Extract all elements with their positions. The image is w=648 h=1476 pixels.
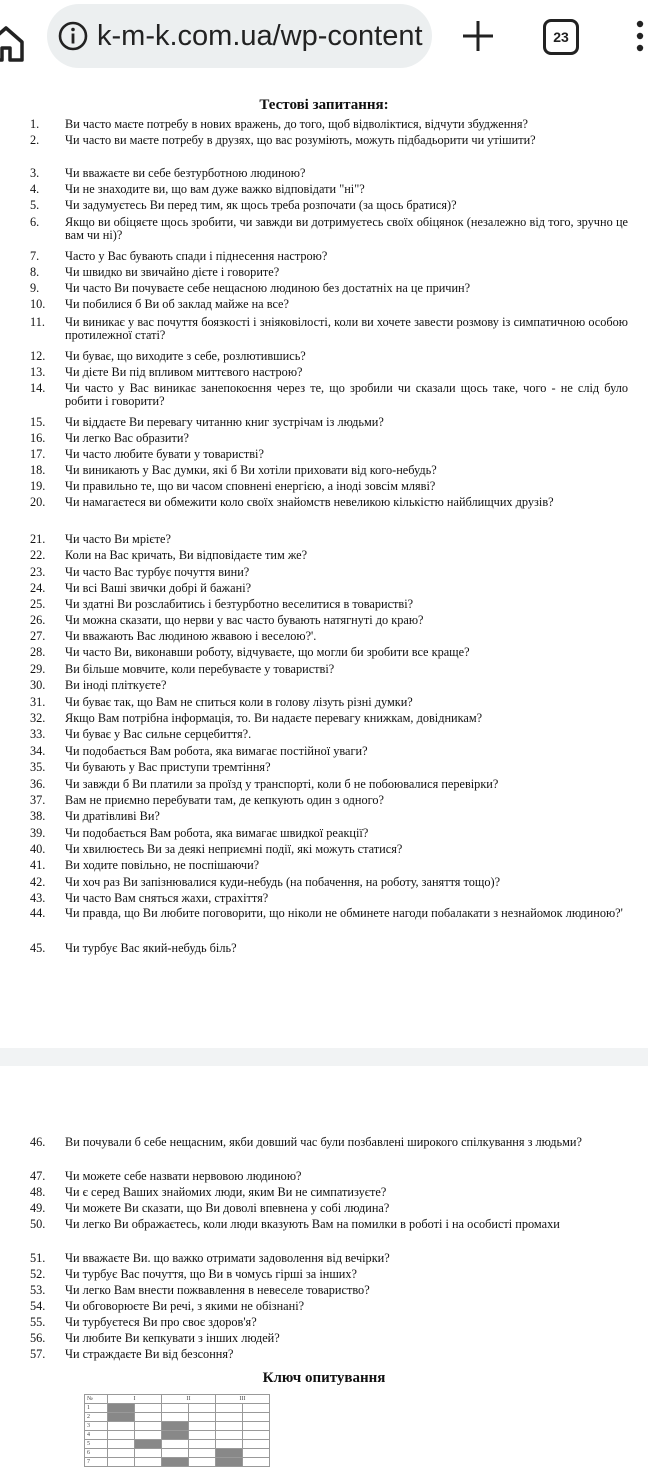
key-table-header: III xyxy=(216,1395,270,1404)
question-text: Часто у Вас бувають спади і піднесення настрою? xyxy=(65,249,328,263)
question-number: 43. xyxy=(30,891,46,905)
question-number: 9. xyxy=(30,281,40,295)
key-table-cell xyxy=(108,1458,135,1467)
question-text: Чи буває так, що Вам не спиться коли в голову лізуть різні думки? xyxy=(65,695,413,709)
key-table-cell xyxy=(216,1413,243,1422)
question-text: Чи можете себе назвати нервовою людиною? xyxy=(65,1169,302,1183)
key-table-cell xyxy=(162,1449,189,1458)
question-text: Чи хвилюєтесь Ви за деякі неприємні події, які можуть статися? xyxy=(65,842,403,856)
question-number: 54. xyxy=(30,1299,46,1313)
question-number: 22. xyxy=(30,548,46,562)
question-text: Чи легко Ви ображаєтесь, коли люди вказують Вам на помилки в роботі і на особисті промахи xyxy=(65,1217,560,1231)
key-table-row-number: 3 xyxy=(85,1422,108,1431)
question-text: Чи можете Ви сказати, що Ви доволі впевнена у собі людина? xyxy=(65,1201,390,1215)
question-number: 6. xyxy=(30,215,40,229)
key-table-cell xyxy=(162,1404,189,1413)
key-table-cell xyxy=(108,1440,135,1449)
question-number: 13. xyxy=(30,365,46,379)
question-text: Якщо ви обіцяєте щось зробити, чи завжди ви дотримуєтесь своїх обіцянок (незалежно від того, зручно це вам чи ні)? xyxy=(65,215,628,242)
question-number: 46. xyxy=(30,1135,46,1149)
key-table-row xyxy=(85,1404,270,1413)
question-text: Чи подобається Вам робота, яка вимагає швидкої реакції? xyxy=(65,826,369,840)
question-text: Чи віддаєте Ви перевагу читанню книг зустрічам із людьми? xyxy=(65,415,384,429)
question-text: Чи здатні Ви розслабитись і безтурботно веселитися в товаристві? xyxy=(65,597,414,611)
question-text: Вам не приємно перебувати там, де кепкують один з одного? xyxy=(65,793,384,807)
key-table-cell xyxy=(189,1431,216,1440)
question-text: Чи часто любите бувати у товаристві? xyxy=(65,447,264,461)
key-table-cell xyxy=(135,1458,162,1467)
question-number: 2. xyxy=(30,133,40,147)
new-tab-icon[interactable] xyxy=(460,18,496,54)
key-table-cell xyxy=(243,1449,270,1458)
question-text: Чи вважаєте Ви. що важко отримати задоволення від вечірки? xyxy=(65,1251,390,1265)
question-number: 11. xyxy=(30,315,45,329)
key-table-row-number: 6 xyxy=(85,1449,108,1458)
question-text: Чи правда, що Ви любите поговорити, що ніколи не обминете нагоди побалакати з незнайомок людиною?' xyxy=(65,906,623,920)
question-number: 53. xyxy=(30,1283,46,1297)
home-icon[interactable] xyxy=(0,24,26,64)
question-number: 25. xyxy=(30,597,46,611)
question-number: 14. xyxy=(30,381,46,395)
key-table-cell xyxy=(189,1458,216,1467)
key-table-header-row xyxy=(85,1395,270,1404)
key-table-cell xyxy=(243,1431,270,1440)
key-table-header: II xyxy=(162,1395,216,1404)
question-text: Якщо Вам потрібна інформація, то. Ви надаєте перевагу книжкам, довідникам? xyxy=(65,711,483,725)
key-table-cell xyxy=(135,1449,162,1458)
question-text: Чи буває, що виходите з себе, розлютившись? xyxy=(65,349,306,363)
question-number: 28. xyxy=(30,645,46,659)
question-number: 52. xyxy=(30,1267,46,1281)
tab-count: 23 xyxy=(553,29,569,45)
question-number: 38. xyxy=(30,809,46,823)
question-text: Чи хоч раз Ви запізнювалися куди-небудь (на побачення, на роботу, заняття тощо)? xyxy=(65,875,501,889)
key-table-row xyxy=(85,1422,270,1431)
page-heading: Тестові запитання: xyxy=(259,97,389,113)
question-text: Чи часто Ви мрієте? xyxy=(65,532,171,546)
question-number: 23. xyxy=(30,565,46,579)
question-text: Чи задумуєтесь Ви перед тим, як щось треба розпочати (за щось братися)? xyxy=(65,198,457,212)
question-number: 47. xyxy=(30,1169,46,1183)
question-text: Чи часто ви маєте потребу в друзях, що вас розуміють, можуть підбадьорити чи утішити? xyxy=(65,133,536,147)
key-table-row xyxy=(85,1413,270,1422)
question-number: 33. xyxy=(30,727,46,741)
question-text: Чи виникають у Вас думки, які б Ви хотіли приховати від кого-небудь? xyxy=(65,463,437,477)
question-number: 56. xyxy=(30,1331,46,1345)
question-text: Ви почували б себе нещасним, якби довший час були позбавлені широкого спілкування з людьми? xyxy=(65,1135,582,1149)
question-number: 20. xyxy=(30,495,46,509)
key-table-cell xyxy=(243,1404,270,1413)
key-table-cell xyxy=(216,1422,243,1431)
question-text: Чи бувають у Вас приступи тремтіння? xyxy=(65,760,271,774)
question-number: 4. xyxy=(30,182,40,196)
question-number: 44. xyxy=(30,906,46,920)
key-table-header: № xyxy=(85,1395,108,1404)
question-number: 50. xyxy=(30,1217,46,1231)
question-number: 7. xyxy=(30,249,40,263)
key-table-row xyxy=(85,1440,270,1449)
key-table-cell-marked xyxy=(216,1449,243,1458)
info-icon[interactable] xyxy=(57,20,89,52)
key-table-cell xyxy=(162,1413,189,1422)
more-menu-icon[interactable] xyxy=(632,16,648,56)
question-text: Ви часто маєте потребу в нових вражень, до того, щоб відволіктися, відчути збудження? xyxy=(65,117,528,131)
key-table-row xyxy=(85,1449,270,1458)
question-text: Ви іноді пліткуєте? xyxy=(65,678,167,692)
key-table-cell-marked xyxy=(108,1413,135,1422)
question-text: Ви ходите повільно, не поспішаючи? xyxy=(65,858,260,872)
key-table-cell xyxy=(216,1440,243,1449)
question-number: 21. xyxy=(30,532,46,546)
question-number: 1. xyxy=(30,117,40,131)
question-text: Чи часто Ви почуваєте себе нещасною людиною без достатніх на це причин? xyxy=(65,281,471,295)
key-table-cell xyxy=(189,1404,216,1413)
key-table-row-number: 4 xyxy=(85,1431,108,1440)
page-separator xyxy=(0,1048,648,1066)
question-text: Чи вважаєте ви себе безтурботною людиною? xyxy=(65,166,306,180)
question-text: Чи побилися б Ви об заклад майже на все? xyxy=(65,297,289,311)
key-table-cell xyxy=(243,1413,270,1422)
question-text: Чи правильно те, що ви часом сповнені енергією, а іноді зовсім мляві? xyxy=(65,479,436,493)
question-text: Чи часто Вас турбує почуття вини? xyxy=(65,565,250,579)
key-table-cell xyxy=(216,1431,243,1440)
question-number: 16. xyxy=(30,431,46,445)
question-number: 39. xyxy=(30,826,46,840)
question-number: 48. xyxy=(30,1185,46,1199)
address-bar[interactable] xyxy=(47,4,432,68)
question-number: 49. xyxy=(30,1201,46,1215)
question-number: 15. xyxy=(30,415,46,429)
question-text: Чи дієте Ви під впливом миттєвого настрою? xyxy=(65,365,303,379)
question-number: 55. xyxy=(30,1315,46,1329)
question-text: Чи легко Вам внести пожвавлення в невеселе товариство? xyxy=(65,1283,370,1297)
question-number: 18. xyxy=(30,463,46,477)
question-text: Ви більше мовчите, коли перебуваєте у товаристві? xyxy=(65,662,335,676)
question-number: 32. xyxy=(30,711,46,725)
key-table-row xyxy=(85,1431,270,1440)
question-number: 31. xyxy=(30,695,46,709)
key-table xyxy=(84,1394,270,1467)
question-text: Чи швидко ви звичайно дієте і говорите? xyxy=(65,265,280,279)
key-table-cell xyxy=(189,1422,216,1431)
question-number: 19. xyxy=(30,479,46,493)
question-number: 57. xyxy=(30,1347,46,1361)
key-table-header: I xyxy=(108,1395,162,1404)
tab-switcher-button[interactable] xyxy=(543,19,579,55)
question-number: 42. xyxy=(30,875,46,889)
url-text[interactable]: k-m-k.com.ua/wp-content xyxy=(97,19,423,52)
question-text: Чи легко Вас образити? xyxy=(65,431,189,445)
key-table-cell xyxy=(189,1449,216,1458)
question-number: 40. xyxy=(30,842,46,856)
question-text: Чи часто Ви, виконавши роботу, відчуваєте, що могли би зробити все краще? xyxy=(65,645,470,659)
key-table-cell-marked xyxy=(216,1458,243,1467)
key-table-cell xyxy=(243,1440,270,1449)
key-table-cell xyxy=(135,1422,162,1431)
key-table-row-number: 7 xyxy=(85,1458,108,1467)
question-text: Чи турбує Вас який-небудь біль? xyxy=(65,941,237,955)
question-text: Чи завжди б Ви платили за проїзд у транспорті, коли б не побоювалися перевірки? xyxy=(65,777,499,791)
key-table-cell xyxy=(135,1413,162,1422)
question-number: 3. xyxy=(30,166,40,180)
key-table-cell-marked xyxy=(135,1440,162,1449)
question-number: 51. xyxy=(30,1251,46,1265)
question-number: 41. xyxy=(30,858,46,872)
question-number: 24. xyxy=(30,581,46,595)
question-number: 26. xyxy=(30,613,46,627)
key-table-cell xyxy=(108,1422,135,1431)
key-table-cell xyxy=(135,1404,162,1413)
question-text: Коли на Вас кричать, Ви відповідаєте тим же? xyxy=(65,548,308,562)
key-table-row-number: 1 xyxy=(85,1404,108,1413)
question-text: Чи не знаходите ви, що вам дуже важко відповідати "ні"? xyxy=(65,182,365,196)
question-number: 5. xyxy=(30,198,40,212)
key-table-cell xyxy=(162,1440,189,1449)
question-number: 27. xyxy=(30,629,46,643)
key-table-cell-marked xyxy=(162,1422,189,1431)
question-text: Чи можна сказати, що нерви у вас часто бувають натягнуті до краю? xyxy=(65,613,424,627)
key-table-cell xyxy=(108,1449,135,1458)
question-text: Чи страждаєте Ви від безсоння? xyxy=(65,1347,234,1361)
question-text: Чи подобається Вам робота, яка вимагає постійної уваги? xyxy=(65,744,368,758)
key-table-cell xyxy=(189,1440,216,1449)
question-text: Чи любите Ви кепкувати з інших людей? xyxy=(65,1331,280,1345)
key-table-cell-marked xyxy=(108,1404,135,1413)
browser-toolbar xyxy=(0,0,648,94)
question-text: Чи всі Ваші звички добрі й бажані? xyxy=(65,581,252,595)
question-number: 30. xyxy=(30,678,46,692)
question-number: 34. xyxy=(30,744,46,758)
key-table-cell xyxy=(108,1431,135,1440)
key-heading: Ключ опитування xyxy=(262,1370,386,1386)
question-text: Чи намагаєтеся ви обмежити коло своїх знайомств невеликою кількістю найблищчих друзів? xyxy=(65,495,554,509)
question-text: Чи дратівливі Ви? xyxy=(65,809,160,823)
question-number: 12. xyxy=(30,349,46,363)
key-table-cell xyxy=(216,1404,243,1413)
key-table-row xyxy=(85,1458,270,1467)
question-text: Чи часто у Вас виникає занепокоєння через те, що зробили чи сказали щось таке, чого - не слід було робити і говорити? xyxy=(65,381,628,408)
question-number: 45. xyxy=(30,941,46,955)
key-table-cell-marked xyxy=(162,1431,189,1440)
question-number: 10. xyxy=(30,297,46,311)
question-text: Чи виникає у вас почуття боязкості і зніяковілості, коли ви хочете завести розмову із симпатичною особою протилежної статі? xyxy=(65,315,628,342)
question-text: Чи буває у Вас сильне серцебиття?. xyxy=(65,727,252,741)
question-text: Чи турбує Вас почуття, що Ви в чомусь гірші за інших? xyxy=(65,1267,357,1281)
question-number: 8. xyxy=(30,265,40,279)
question-number: 29. xyxy=(30,662,46,676)
key-table-cell-marked xyxy=(162,1458,189,1467)
question-text: Чи часто Вам сняться жахи, страхіття? xyxy=(65,891,269,905)
key-table-cell xyxy=(243,1422,270,1431)
question-text: Чи є серед Ваших знайомих люди, яким Ви не симпатизуєте? xyxy=(65,1185,387,1199)
question-number: 37. xyxy=(30,793,46,807)
question-text: Чи обговорюєте Ви речі, з якими не обізнані? xyxy=(65,1299,305,1313)
key-table-cell xyxy=(243,1458,270,1467)
question-number: 35. xyxy=(30,760,46,774)
key-table-cell xyxy=(189,1413,216,1422)
key-table-row-number: 2 xyxy=(85,1413,108,1422)
question-text: Чи вважають Вас людиною жвавою і веселою?'. xyxy=(65,629,317,643)
key-table-row-number: 5 xyxy=(85,1440,108,1449)
question-number: 17. xyxy=(30,447,46,461)
question-number: 36. xyxy=(30,777,46,791)
question-text: Чи турбуєтеся Ви про своє здоров'я? xyxy=(65,1315,257,1329)
key-table-cell xyxy=(135,1431,162,1440)
